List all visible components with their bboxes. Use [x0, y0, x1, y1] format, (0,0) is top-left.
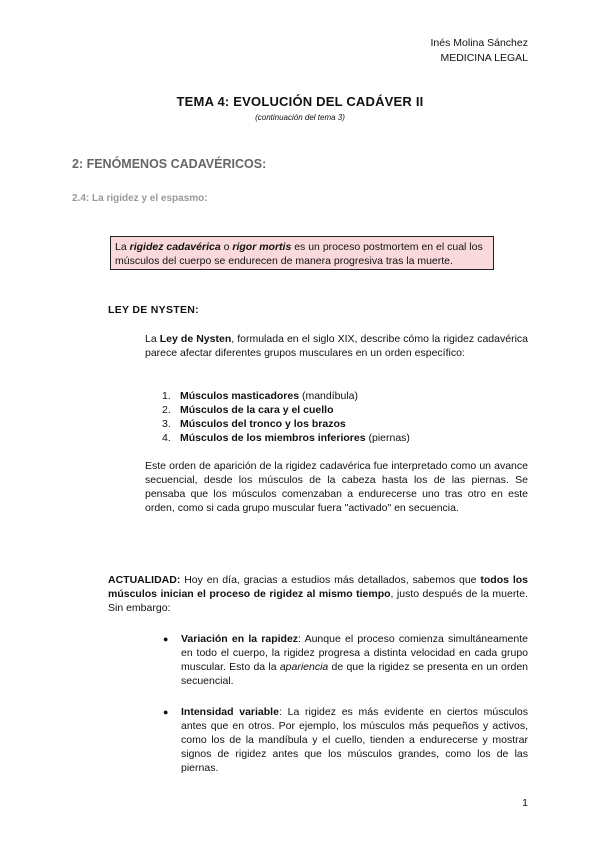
list-number: 3.: [162, 418, 171, 430]
list-number: 4.: [162, 432, 171, 444]
ley-intro-paragraph: [145, 332, 528, 360]
definition-term-1: rigidez cadavérica: [129, 241, 221, 253]
list-item: [162, 431, 410, 445]
list-item-rest: (mandíbula): [299, 390, 358, 402]
document-title: TEMA 4: EVOLUCIÓN DEL CADÁVER II: [176, 94, 424, 109]
definition-text-1: La: [115, 241, 130, 253]
bullet-icon: ●: [163, 634, 169, 644]
muscle-order-list: [162, 389, 410, 445]
definition-box: [110, 236, 494, 270]
list-item-bold: Músculos del tronco y los brazos: [180, 418, 346, 430]
list-number: 2.: [162, 404, 171, 416]
bullet-bold: Variación en la rapidez: [181, 633, 299, 645]
list-item-bold: Músculos masticadores: [180, 390, 300, 402]
document-subtitle: (continuación del tema 3): [255, 113, 345, 122]
list-number: 1.: [162, 390, 171, 402]
list-item: [162, 403, 410, 417]
subject-name: MEDICINA LEGAL: [440, 52, 528, 64]
bullet-text-1: : Aunque el proceso comienza simultáneamente en todo el cuerpo, la rigidez progresa a distinta velocidad en cada grupo muscular. Esto da la: [181, 633, 528, 673]
ley-nysten-heading: LEY DE NYSTEN:: [108, 304, 199, 316]
page-header: [431, 36, 528, 66]
bullet-icon: ●: [163, 707, 169, 717]
definition-text-3: es un proceso postmortem en el cual los músculos del cuerpo se endurecen de manera progresiva tras la muerte.: [115, 241, 483, 267]
list-item-rest: (piernas): [365, 432, 410, 444]
bullet-italic: apariencia: [279, 661, 329, 673]
definition-term-2: rigor mortis: [232, 241, 292, 253]
actualidad-text-2: , justo después de la muerte. Sin embargo:: [108, 588, 528, 614]
list-item: [162, 389, 410, 403]
subsection-heading: 2.4: La rigidez y el espasmo:: [72, 193, 208, 204]
author-name: Inés Molina Sánchez: [430, 37, 528, 49]
ley-explanation-paragraph: Este orden de aparición de la rigidez cadavérica fue interpretado como un avance secuencial, desde los músculos de la cabeza hasta los de las piernas. Se pensaba que los músculos comenzaban a endurecerse uno tras otro en este orden, como si cada grupo muscular fuera "activado" en secuencia.: [145, 460, 528, 514]
list-item: [162, 417, 410, 431]
list-item-bold: Músculos de la cara y el cuello: [180, 404, 334, 416]
definition-text-2: o: [220, 241, 233, 253]
actualidad-paragraph: [108, 573, 528, 615]
actualidad-label: ACTUALIDAD:: [108, 574, 181, 586]
actualidad-bold: todos los músculos inician el proceso de rigidez al mismo tiempo: [108, 574, 528, 600]
bullet-item-intensidad: [163, 705, 528, 775]
page-number: 1: [522, 797, 528, 809]
ley-intro-text-1: La: [145, 333, 160, 345]
bullet-text-1: : La rigidez es más evidente en ciertos músculos antes que en otros. Por ejemplo, los músculos más pequeños y activos, como los de la mandíbula y el cuello, tienden a endurecerse y mostrar signos de rigidez antes que los músculos grandes, como los de las piernas.: [181, 706, 528, 774]
ley-intro-text-2: , formulada en el siglo XIX, describe cómo la rigidez cadavérica parece afectar diferentes grupos musculares en un orden específico:: [145, 333, 528, 359]
ley-intro-bold: Ley de Nysten: [159, 333, 232, 345]
bullet-item-rapidez: [163, 632, 528, 688]
bullet-text-2: de que la rigidez se presenta en un orden secuencial.: [181, 661, 528, 687]
bullet-bold: Intensidad variable: [181, 706, 279, 718]
section-heading: 2: FENÓMENOS CADAVÉRICOS:: [72, 157, 267, 171]
actualidad-text-1: Hoy en día, gracias a estudios más detallados, sabemos que: [180, 574, 481, 586]
list-item-bold: Músculos de los miembros inferiores: [180, 432, 366, 444]
